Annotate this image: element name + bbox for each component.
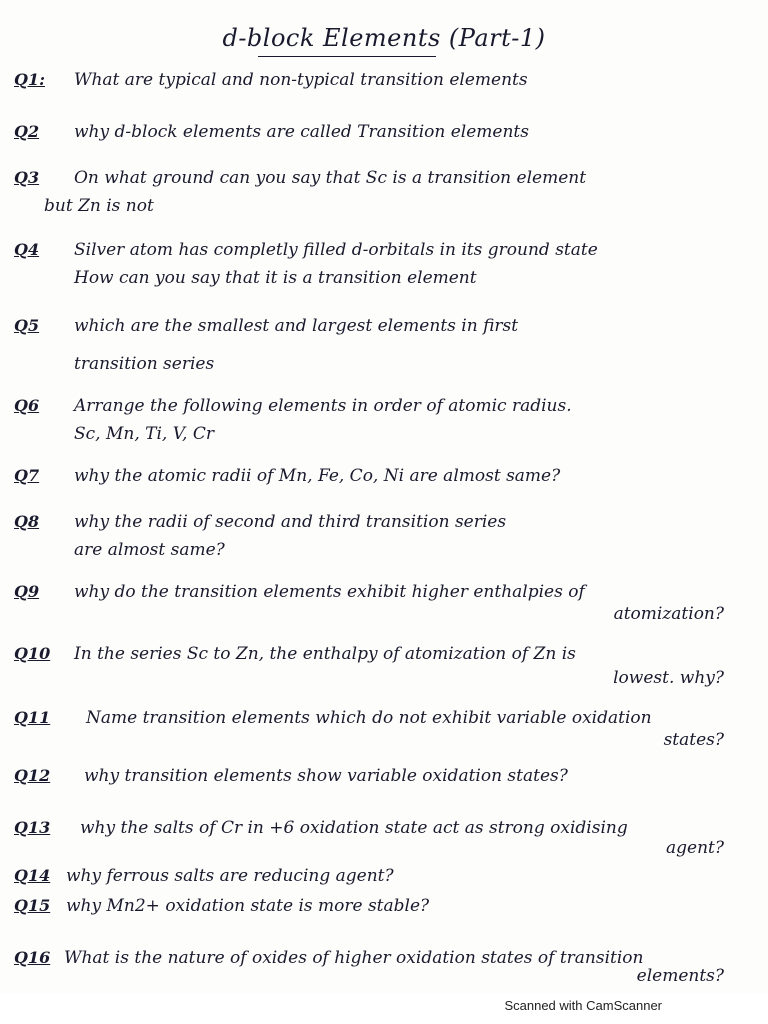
question-text-continued: lowest. why? [613,668,724,688]
question-text-continued: atomization? [613,604,724,624]
question-text-continued: but Zn is not [44,196,154,216]
question-number: Q8 [14,512,40,531]
question-number: Q16 [14,948,51,967]
question-8 [14,508,754,564]
question-13 [14,814,754,862]
question-text: why d-block elements are called Transition elements [74,122,529,142]
question-number: Q4 [14,240,40,259]
question-4 [14,236,754,292]
question-2 [14,118,754,146]
question-5 [14,312,754,378]
question-text: why the salts of Cr in +6 oxidation state act as strong oxidising [80,818,628,838]
question-number: Q2 [14,122,40,141]
question-15 [14,892,754,920]
question-text: why the radii of second and third transition series [74,512,507,532]
question-14 [14,862,754,890]
question-number: Q14 [14,866,51,885]
question-text: why Mn2+ oxidation state is more stable? [66,896,430,916]
question-text: why the atomic radii of Mn, Fe, Co, Ni are almost same? [74,466,561,486]
question-text-continued: states? [663,730,724,750]
question-text: What are typical and non-typical transition elements [74,70,528,90]
question-text: why ferrous salts are reducing agent? [66,866,394,886]
question-text: On what ground can you say that Sc is a transition element [74,168,587,188]
question-text: Arrange the following elements in order of atomic radius. [74,396,572,416]
question-1 [14,66,754,94]
question-text: In the series Sc to Zn, the enthalpy of atomization of Zn is [74,644,576,664]
page-title: d-block Elements (Part-1) [222,24,546,52]
question-number: Q5 [14,316,40,335]
scanner-watermark: Scanned with CamScanner [504,998,662,1013]
question-number: Q6 [14,396,40,415]
question-text-continued: transition series [74,354,215,374]
question-3 [14,164,754,220]
question-text-continued: agent? [666,838,724,858]
question-text: why transition elements show variable oxidation states? [84,766,568,786]
question-text-continued: are almost same? [74,540,225,560]
question-number: Q1: [14,70,45,89]
question-text-continued: How can you say that it is a transition element [74,268,477,288]
question-number: Q13 [14,818,51,837]
question-7 [14,462,754,490]
question-number: Q12 [14,766,51,785]
question-6 [14,392,754,448]
question-number: Q10 [14,644,51,663]
question-9 [14,578,754,628]
question-text: why do the transition elements exhibit higher enthalpies of [74,582,585,602]
question-11 [14,704,754,754]
question-12 [14,762,754,790]
question-text: What is the nature of oxides of higher oxidation states of transition [64,948,644,968]
question-10 [14,640,754,692]
title-underline [258,56,436,57]
question-text-continued: elements? [636,966,724,986]
question-number: Q3 [14,168,40,187]
question-text-continued: Sc, Mn, Ti, V, Cr [74,424,214,444]
question-number: Q9 [14,582,40,601]
question-text: which are the smallest and largest elements in first [74,316,519,336]
question-number: Q7 [14,466,40,485]
question-number: Q11 [14,708,51,727]
question-16 [14,944,754,990]
footer-bar [0,994,768,1024]
question-number: Q15 [14,896,51,915]
question-text: Silver atom has completly filled d-orbitals in its ground state [74,240,598,260]
question-text: Name transition elements which do not exhibit variable oxidation [86,708,652,728]
